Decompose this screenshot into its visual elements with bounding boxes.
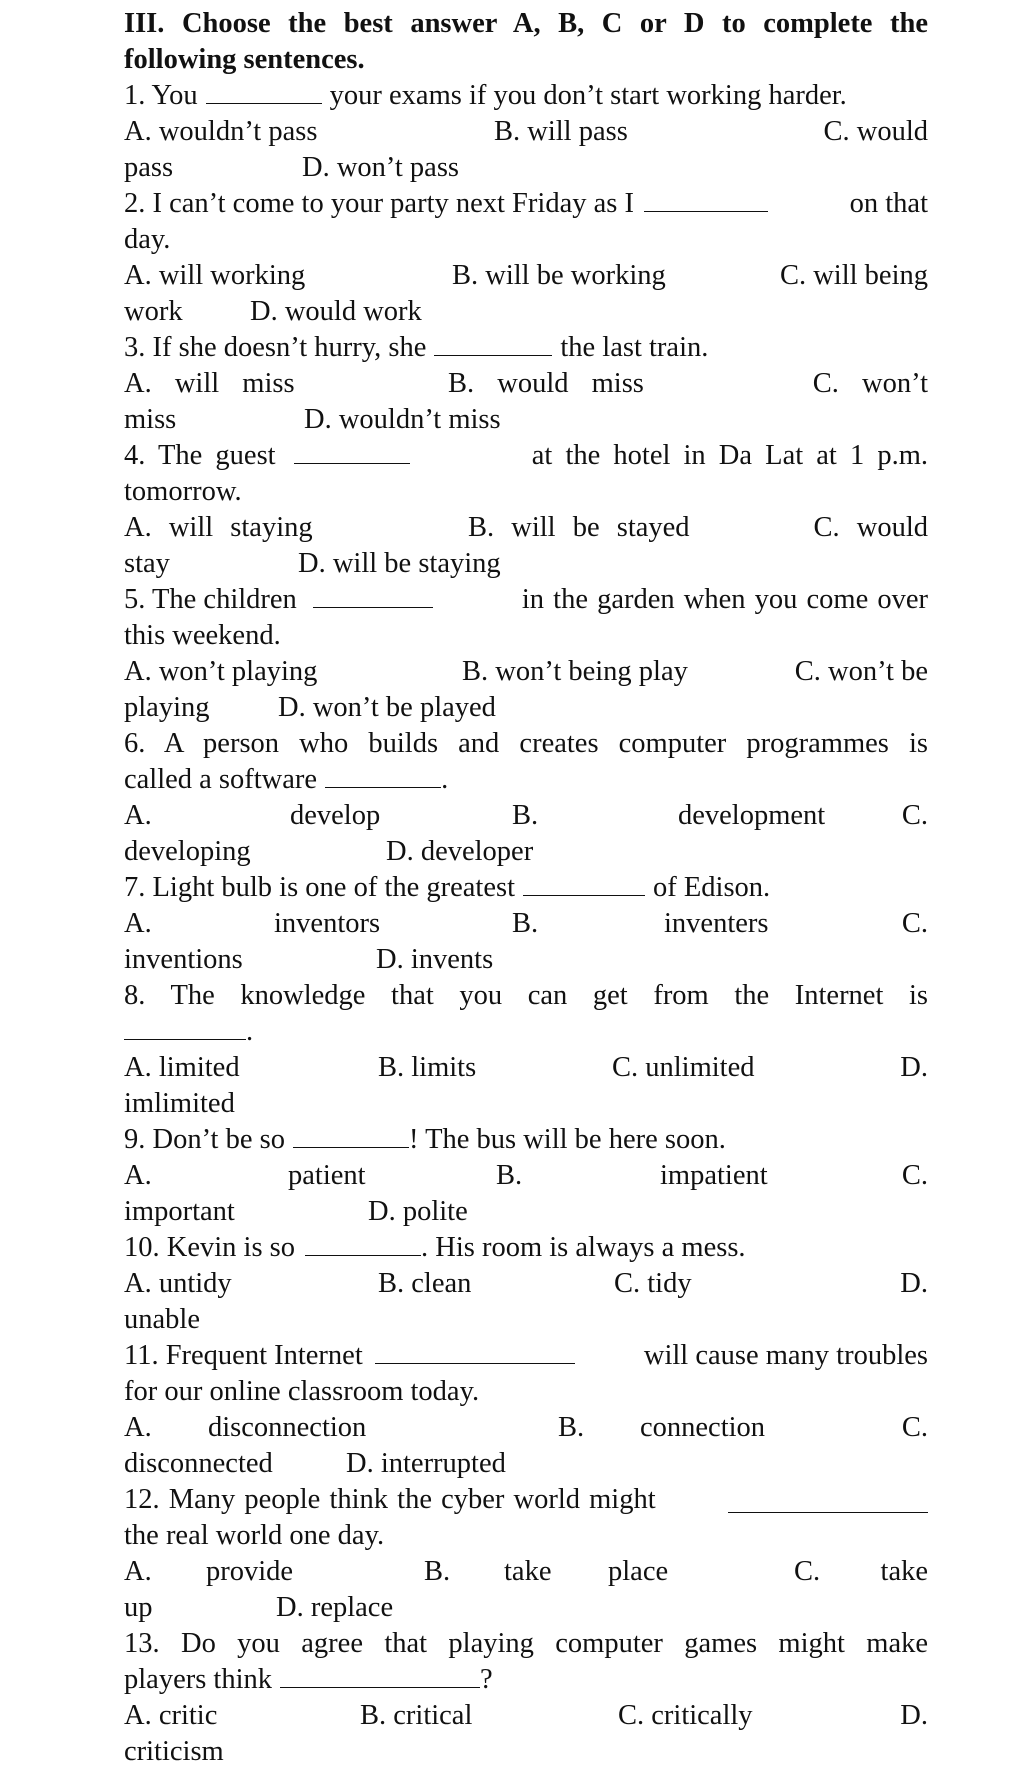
option-d: D. will be staying: [298, 548, 501, 579]
option-b-letter: B.: [496, 1160, 523, 1191]
answer-blank: [293, 1125, 409, 1148]
option-a: A. will working: [124, 260, 306, 291]
option-b: B. will be stayed: [468, 512, 690, 543]
option-b-text: inventers: [664, 908, 769, 939]
option-c: C. won’t: [812, 368, 928, 399]
option-c: C. would: [813, 512, 928, 543]
option-d-text: unable: [124, 1304, 200, 1335]
question-8-stem-continued: .: [124, 1014, 928, 1050]
question-4-stem: 4. The guest at the hotel in Da Lat at 1 p.m.: [124, 440, 928, 471]
option-b: B. clean: [378, 1268, 472, 1299]
option-b: B. won’t being play: [462, 656, 688, 687]
option-b-text: impatient: [660, 1160, 768, 1191]
question-7-options: [124, 906, 928, 942]
question-6-stem-continued: called a software .: [124, 764, 449, 795]
answer-blank: [305, 1233, 421, 1256]
option-a-letter: A.: [124, 1556, 152, 1587]
question-4-options-continued: [124, 546, 928, 582]
question-3-options: [124, 366, 928, 402]
answer-blank: [644, 189, 768, 212]
option-a-text: develop: [290, 800, 381, 831]
option-c: C. tidy: [614, 1268, 692, 1299]
option-d: D. won’t pass: [302, 152, 460, 183]
question-7-options-continued: [124, 942, 928, 978]
question-13-options-continued: [124, 1734, 928, 1770]
option-b-letter: B.: [512, 908, 539, 939]
question-2-options-continued: [124, 294, 928, 330]
question-4-options: [124, 510, 928, 546]
option-a-letter: A.: [124, 908, 152, 939]
option-c-text: disconnected: [124, 1448, 273, 1479]
option-d: D. replace: [276, 1592, 394, 1623]
question-7-stem: 7. Light bulb is one of the greatest of Edison.: [124, 872, 771, 903]
answer-blank: [325, 765, 441, 788]
option-a-text: provide: [206, 1556, 294, 1587]
question-9-options: [124, 1158, 928, 1194]
answer-blank: [206, 81, 322, 104]
option-b: B. critical: [360, 1700, 473, 1731]
answer-blank: [294, 441, 410, 464]
option-d-text: imlimited: [124, 1088, 235, 1119]
section-title-line-2: following sentences.: [124, 44, 365, 75]
question-9-stem: 9. Don’t be so ! The bus will be here soon.: [124, 1124, 726, 1155]
question-6-stem: 6. A person who builds and creates computer programmes is: [124, 728, 928, 759]
question-2-options: [124, 258, 928, 294]
option-d-letter: D.: [900, 1052, 928, 1083]
option-c-text-continued: up: [124, 1592, 153, 1623]
option-c-continued: miss: [124, 404, 177, 435]
option-d: D. polite: [368, 1196, 468, 1227]
question-12-stem-continued: the real world one day.: [124, 1520, 385, 1551]
question-8-stem: 8. The knowledge that you can get from the Internet is: [124, 980, 928, 1011]
option-b-letter: B.: [558, 1412, 585, 1443]
option-c-text: developing: [124, 836, 251, 867]
option-c-letter: C.: [901, 908, 928, 939]
option-a-text: patient: [288, 1160, 366, 1191]
option-a: A. limited: [124, 1052, 240, 1083]
option-a-letter: A.: [124, 800, 152, 831]
option-a-letter: A.: [124, 1160, 152, 1191]
question-12-stem: 12. Many people think the cyber world might: [124, 1482, 928, 1518]
option-b-text: connection: [640, 1412, 766, 1443]
question-13-options: [124, 1698, 928, 1734]
option-c: C. will being: [779, 260, 928, 291]
option-d: D. interrupted: [346, 1448, 506, 1479]
option-d: D. wouldn’t miss: [304, 404, 501, 435]
option-d: D. would work: [250, 296, 422, 327]
option-d: D. developer: [386, 836, 534, 867]
option-c-continued: work: [124, 296, 183, 327]
option-a-letter: A.: [124, 1412, 152, 1443]
option-c-text: inventions: [124, 944, 243, 975]
option-d: D. won’t be played: [278, 692, 496, 723]
option-c-text: take: [880, 1556, 928, 1587]
answer-blank: [280, 1665, 480, 1688]
question-3-options-continued: [124, 402, 928, 438]
option-b: B. would miss: [448, 368, 644, 399]
question-10-options: [124, 1266, 928, 1302]
question-3-stem: 3. If she doesn’t hurry, she the last train.: [124, 332, 709, 363]
option-d-letter: D.: [900, 1700, 928, 1731]
question-5-options: [124, 654, 928, 690]
option-c-continued: stay: [124, 548, 170, 579]
option-b-text: development: [678, 800, 826, 831]
option-c: C. unlimited: [612, 1052, 755, 1083]
question-8-options-continued: [124, 1086, 928, 1122]
question-5-stem-continued: this weekend.: [124, 620, 281, 651]
question-2-stem: 2. I can’t come to your party next Friday as I on that: [124, 188, 928, 219]
option-c-letter: C.: [794, 1556, 821, 1587]
option-a: A. will miss: [124, 368, 295, 399]
option-a: A. wouldn’t pass: [124, 116, 318, 147]
option-b-letter: B.: [512, 800, 539, 831]
option-a-text: disconnection: [208, 1412, 367, 1443]
option-a: A. won’t playing: [124, 656, 318, 687]
option-d-letter: D.: [900, 1268, 928, 1299]
question-11-stem-continued: for our online classroom today.: [124, 1376, 480, 1407]
answer-blank: [313, 585, 433, 608]
question-2-stem-continued: day.: [124, 224, 171, 255]
question-4-stem-continued: tomorrow.: [124, 476, 242, 507]
option-b-text-1: take: [504, 1556, 552, 1587]
question-10-stem: 10. Kevin is so . His room is always a mess.: [124, 1232, 746, 1263]
option-b: B. will pass: [494, 116, 628, 147]
question-13-stem: 13. Do you agree that playing computer games might make: [124, 1628, 928, 1659]
option-d: D. invents: [376, 944, 494, 975]
option-c: C. critically: [618, 1700, 753, 1731]
option-c: C. would: [823, 116, 928, 147]
option-b: B. limits: [378, 1052, 477, 1083]
question-12-options: [124, 1554, 928, 1590]
answer-blank: [434, 333, 552, 356]
option-b-letter: B.: [424, 1556, 451, 1587]
option-c-continued: pass: [124, 152, 174, 183]
option-a: A. untidy: [124, 1268, 232, 1299]
section-title-line-1: III. Choose the best answer A, B, C or D to complete the: [124, 8, 928, 39]
option-d-text: criticism: [124, 1736, 224, 1767]
option-a: A. will staying: [124, 512, 313, 543]
question-8-options: [124, 1050, 928, 1086]
answer-blank: [523, 873, 645, 896]
option-c-continued: playing: [124, 692, 210, 723]
option-c: C. won’t be: [794, 656, 928, 687]
question-12-options-continued: [124, 1590, 928, 1626]
question-1-options: [124, 114, 928, 150]
option-c-text: important: [124, 1196, 235, 1227]
question-5-options-continued: [124, 690, 928, 726]
answer-blank: [375, 1341, 575, 1364]
option-b-text-2: place: [608, 1556, 669, 1587]
question-1-options-continued: [124, 150, 928, 186]
option-b: B. will be working: [452, 260, 666, 291]
option-c-letter: C.: [901, 800, 928, 831]
question-13-stem-continued: players think ?: [124, 1664, 493, 1695]
option-c-letter: C.: [901, 1412, 928, 1443]
question-10-options-continued: [124, 1302, 928, 1338]
option-a-text: inventors: [274, 908, 381, 939]
answer-blank: [124, 1017, 246, 1040]
question-1-stem: 1. You your exams if you don’t start working harder.: [124, 80, 847, 111]
answer-blank: [728, 1490, 928, 1513]
question-11-options-continued: [124, 1446, 928, 1482]
option-c-letter: C.: [901, 1160, 928, 1191]
option-a: A. critic: [124, 1700, 218, 1731]
question-6-options-continued: [124, 834, 928, 870]
question-11-stem: 11. Frequent Internet will cause many troubles: [124, 1340, 928, 1371]
question-11-options: [124, 1410, 928, 1446]
question-9-options-continued: [124, 1194, 928, 1230]
question-6-options: [124, 798, 928, 834]
question-5-stem: 5. The children in the garden when you come over: [124, 584, 928, 615]
